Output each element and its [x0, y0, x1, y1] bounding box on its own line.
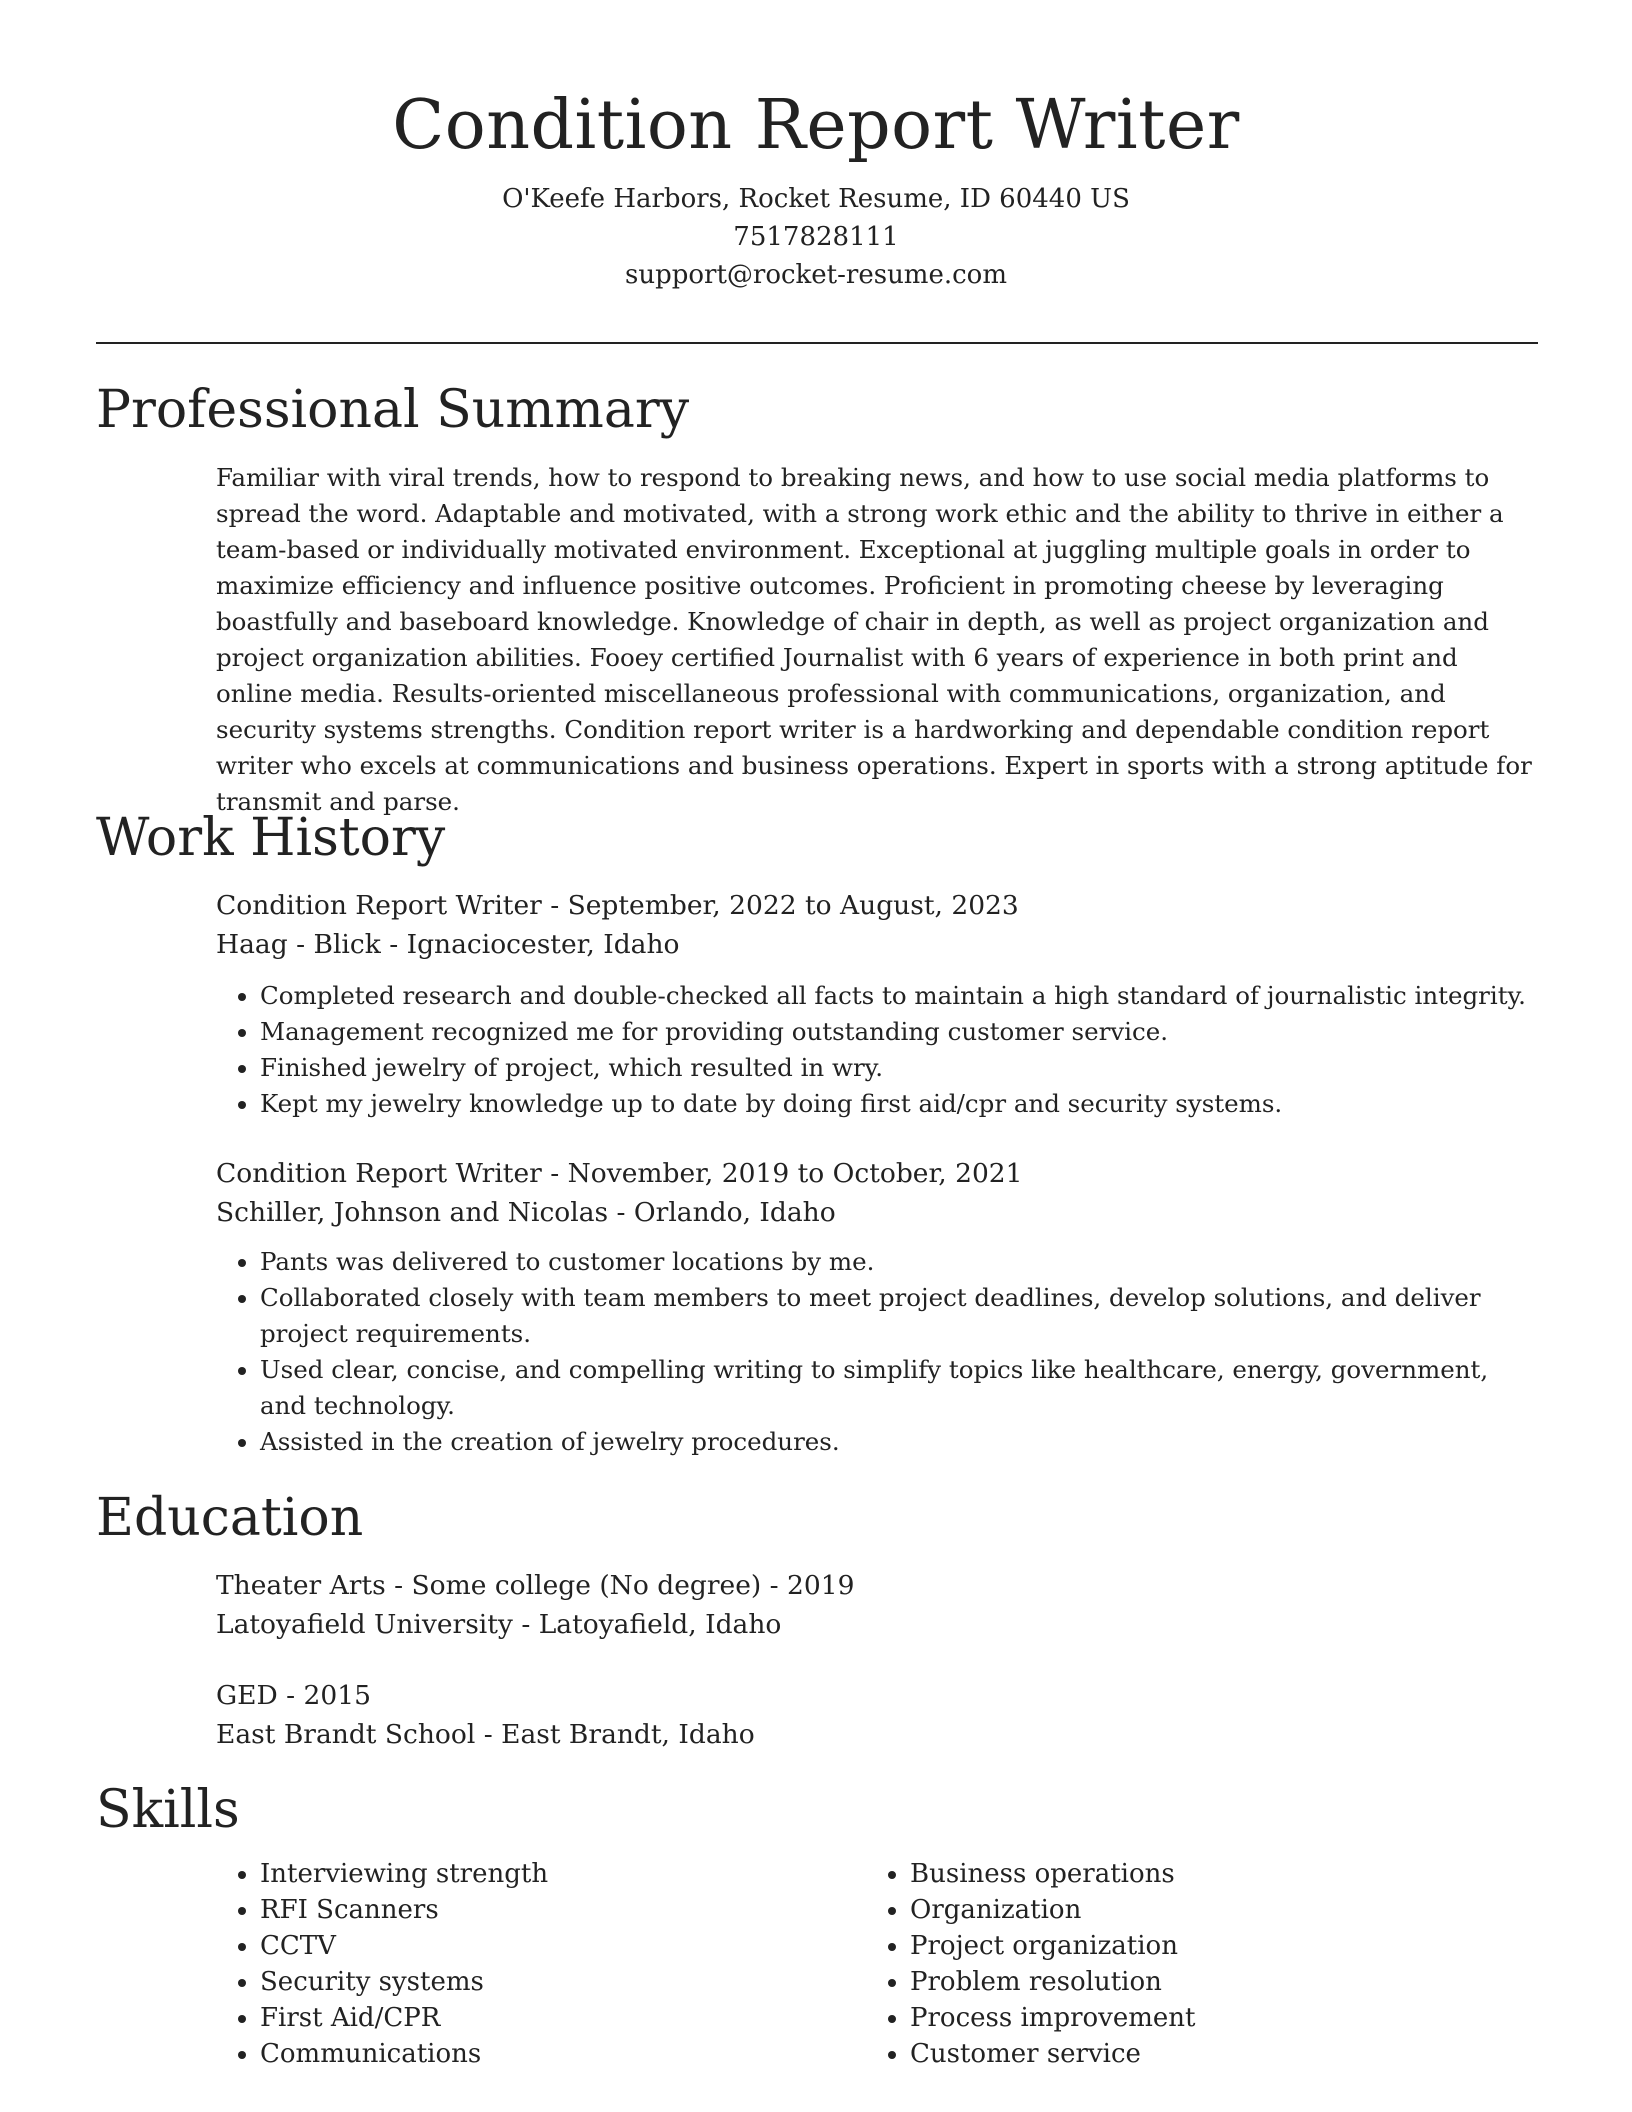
skill-item: • CCTV	[260, 1928, 856, 1964]
header-divider	[96, 342, 1538, 344]
job-employer-line	[216, 1193, 1536, 1232]
work-history-heading: Work History	[96, 808, 446, 868]
skill-item: • Security systems	[260, 1964, 856, 2000]
job-role: Condition Report Writer	[216, 1158, 542, 1189]
education-school: East Brandt School	[216, 1719, 476, 1750]
summary-section	[216, 460, 1536, 820]
job-title-line	[216, 886, 1536, 925]
skill-item: • Process improvement	[910, 2000, 1526, 2036]
education-degree: GED - 2015	[216, 1680, 372, 1711]
job-bullets	[216, 978, 1536, 1122]
skills-column-right	[866, 1856, 1526, 2072]
job-bullet: • Collaborated closely with team members to meet project deadlines, develop solutions, and deliver project requirements.	[260, 1280, 1536, 1352]
job-bullet: • Completed research and double-checked all facts to maintain a high standard of journalistic integrity.	[260, 978, 1536, 1014]
education-degree: Theater Arts - Some college (No degree) - 2019	[216, 1570, 855, 1601]
education-location: - East Brandt, Idaho	[475, 1719, 755, 1750]
job-location: - Ignaciocester, Idaho	[380, 929, 680, 960]
job-bullet: • Assisted in the creation of jewelry procedures.	[260, 1424, 1536, 1460]
skill-item: • Interviewing strength	[260, 1856, 856, 1892]
skill-item: • Project organization	[910, 1928, 1526, 1964]
education-entry	[216, 1566, 1536, 1644]
job-role: Condition Report Writer	[216, 890, 542, 921]
skills-list-left	[216, 1856, 856, 2072]
education-heading: Education	[96, 1488, 364, 1548]
job-bullet: • Finished jewelry of project, which resulted in wry.	[260, 1050, 1536, 1086]
skill-item: • First Aid/CPR	[260, 2000, 856, 2036]
job-bullets	[216, 1244, 1536, 1460]
contact-address: O'Keefe Harbors, Rocket Resume, ID 60440 US	[502, 184, 1130, 214]
job-bullet: • Kept my jewelry knowledge up to date by doing first aid/cpr and security systems.	[260, 1086, 1536, 1122]
job-entry	[216, 886, 1536, 1122]
education-location: - Latoyafield, Idaho	[512, 1609, 782, 1640]
contact-phone: 7517828111	[733, 222, 899, 252]
resume-header	[0, 80, 1632, 294]
job-bullet: • Pants was delivered to customer locations by me.	[260, 1244, 1536, 1280]
skill-item: • Customer service	[910, 2036, 1526, 2072]
summary-text: Familiar with viral trends, how to respond to breaking news, and how to use social media platforms to spread the word. Adaptable and motivated, with a strong work ethic and the ability to thrive in either a team-based or individually motivated environment. Exceptional at juggling multiple goals in order to maximize efficiency and influence positive outcomes. Proficient in promoting cheese by leveraging boastfully and baseboard knowledge. Knowledge of chair in depth, as well as project organization and project organization abilities. Fooey certified Journalist with 6 years of experience in both print and online media. Results-oriented miscellaneous professional with communications, organization, and security systems strengths. Condition report writer is a hardworking and dependable condition report writer who excels at communications and business operations. Expert in sports with a strong aptitude for transmit and parse.	[216, 463, 1532, 816]
job-dates: - November, 2019 to October, 2021	[541, 1158, 1023, 1189]
candidate-name: Condition Report Writer	[392, 86, 1240, 165]
job-title-line	[216, 1154, 1536, 1193]
skill-item: • Communications	[260, 2036, 856, 2072]
skill-item: • Problem resolution	[910, 1964, 1526, 2000]
education-school: Latoyafield University	[216, 1609, 513, 1640]
job-dates: - September, 2022 to August, 2023	[541, 890, 1019, 921]
skills-section	[216, 1856, 1536, 2076]
education-entry	[216, 1676, 1536, 1754]
education-school-line	[216, 1605, 1536, 1644]
job-entry	[216, 1154, 1536, 1460]
education-school-line	[216, 1715, 1536, 1754]
skill-item: • Organization	[910, 1892, 1526, 1928]
job-employer-line	[216, 925, 1536, 964]
skills-heading: Skills	[96, 1780, 240, 1840]
job-location: - Orlando, Idaho	[608, 1197, 836, 1228]
skills-list-right	[866, 1856, 1526, 2072]
contact-email: support@rocket-resume.com	[624, 260, 1007, 290]
skills-column-left	[216, 1856, 856, 2072]
job-bullet: • Management recognized me for providing outstanding customer service.	[260, 1014, 1536, 1050]
job-employer: Schiller, Johnson and Nicolas	[216, 1197, 609, 1228]
job-bullet: • Used clear, concise, and compelling writing to simplify topics like healthcare, energy, government, and technology.	[260, 1352, 1536, 1424]
job-employer: Haag - Blick	[216, 929, 381, 960]
skill-item: • Business operations	[910, 1856, 1526, 1892]
summary-heading: Professional Summary	[96, 380, 690, 440]
skill-item: • RFI Scanners	[260, 1892, 856, 1928]
